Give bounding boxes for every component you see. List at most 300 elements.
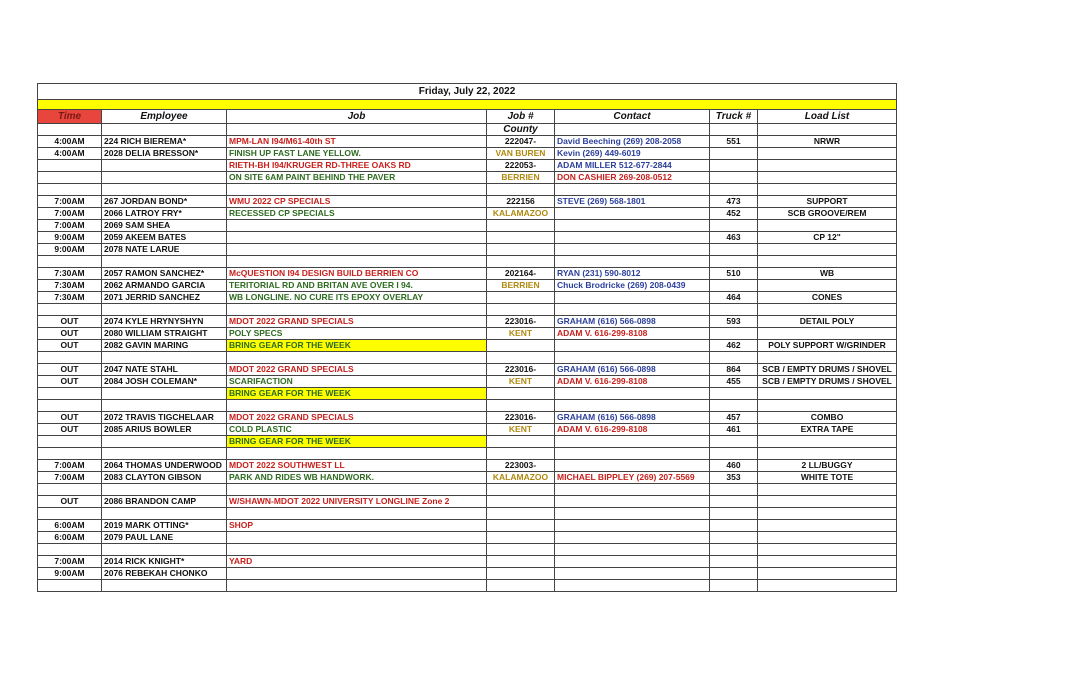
employee-cell: 224 RICH BIEREMA* [102, 136, 227, 148]
time-cell: 7:00AM [38, 220, 102, 232]
employee-cell: 2085 ARIUS BOWLER [102, 424, 227, 436]
load-list-cell [758, 544, 897, 556]
job-cell: RIETH-BH I94/KRUGER RD-THREE OAKS RD [227, 160, 487, 172]
time-cell: 7:00AM [38, 472, 102, 484]
job-cell: TERITORIAL RD AND BRITAN AVE OVER I 94. [227, 280, 487, 292]
job-number-cell [487, 256, 555, 268]
job-cell [227, 244, 487, 256]
job-cell [227, 304, 487, 316]
job-number-cell: BERRIEN [487, 172, 555, 184]
load-list-cell: SCB GROOVE/REM [758, 208, 897, 220]
load-list-cell [758, 496, 897, 508]
job-cell: SCARIFACTION [227, 376, 487, 388]
truck-cell [710, 496, 758, 508]
job-cell [227, 232, 487, 244]
job-cell [227, 256, 487, 268]
table-row [38, 436, 897, 448]
table-row [38, 364, 897, 376]
contact-cell: MICHAEL BIPPLEY (269) 207-5569 [555, 472, 710, 484]
job-cell: WB LONGLINE. NO CURE ITS EPOXY OVERLAY [227, 292, 487, 304]
truck-cell [710, 520, 758, 532]
load-list-cell [758, 556, 897, 568]
truck-cell [710, 352, 758, 364]
schedule-rows [38, 136, 897, 592]
load-list-cell [758, 484, 897, 496]
table-row [38, 160, 897, 172]
time-cell: 4:00AM [38, 148, 102, 160]
job-number-cell [487, 244, 555, 256]
contact-cell [555, 220, 710, 232]
contact-cell: David Beeching (269) 208-2058 [555, 136, 710, 148]
employee-cell: 2072 TRAVIS TIGCHELAAR [102, 412, 227, 424]
time-cell [38, 484, 102, 496]
job-number-cell [487, 496, 555, 508]
employee-cell: 2047 NATE STAHL [102, 364, 227, 376]
employee-cell [102, 304, 227, 316]
spacer-row [38, 352, 897, 364]
table-row [38, 376, 897, 388]
load-list-cell: EXTRA TAPE [758, 424, 897, 436]
time-cell: 7:00AM [38, 556, 102, 568]
job-cell: MPM-LAN I94/M61-40th ST [227, 136, 487, 148]
employee-cell: 2014 RICK KNIGHT* [102, 556, 227, 568]
time-cell: 7:30AM [38, 292, 102, 304]
job-cell: FINISH UP FAST LANE YELLOW. [227, 148, 487, 160]
time-cell: OUT [38, 424, 102, 436]
contact-cell [555, 484, 710, 496]
job-cell: POLY SPECS [227, 328, 487, 340]
employee-cell [102, 400, 227, 412]
spacer-row [38, 304, 897, 316]
contact-cell: ADAM V. 616-299-8108 [555, 328, 710, 340]
schedule-title: Friday, July 22, 2022 [38, 84, 897, 100]
time-cell: 9:00AM [38, 232, 102, 244]
load-list-cell [758, 184, 897, 196]
job-cell: COLD PLASTIC [227, 424, 487, 436]
time-cell: OUT [38, 364, 102, 376]
employee-cell: 2080 WILLIAM STRAIGHT [102, 328, 227, 340]
truck-cell [710, 532, 758, 544]
contact-cell: ADAM V. 616-299-8108 [555, 424, 710, 436]
employee-cell: 2019 MARK OTTING* [102, 520, 227, 532]
table-row [38, 136, 897, 148]
truck-cell [710, 172, 758, 184]
load-list-cell [758, 304, 897, 316]
truck-cell [710, 436, 758, 448]
load-list-cell: WB [758, 268, 897, 280]
time-cell: 6:00AM [38, 532, 102, 544]
table-row [38, 460, 897, 472]
table-row [38, 496, 897, 508]
job-cell: PARK AND RIDES WB HANDWORK. [227, 472, 487, 484]
job-cell: MDOT 2022 GRAND SPECIALS [227, 412, 487, 424]
load-list-cell [758, 280, 897, 292]
spacer-row [38, 448, 897, 460]
truck-cell [710, 508, 758, 520]
load-list-cell [758, 580, 897, 592]
job-number-cell: 222156 [487, 196, 555, 208]
employee-cell: 2071 JERRID SANCHEZ [102, 292, 227, 304]
load-list-cell [758, 568, 897, 580]
employee-cell [102, 184, 227, 196]
job-number-cell [487, 448, 555, 460]
job-number-cell [487, 388, 555, 400]
employee-cell: 2082 GAVIN MARING [102, 340, 227, 352]
time-cell: 6:00AM [38, 520, 102, 532]
job-number-cell [487, 484, 555, 496]
load-list-cell [758, 220, 897, 232]
header-row [38, 110, 897, 124]
job-number-cell [487, 436, 555, 448]
header-job-num: Job # [487, 110, 555, 124]
time-cell [38, 400, 102, 412]
time-cell [38, 508, 102, 520]
table-row [38, 280, 897, 292]
time-cell [38, 352, 102, 364]
header-time: Time [38, 110, 102, 124]
truck-cell [710, 280, 758, 292]
contact-cell [555, 448, 710, 460]
employee-cell [102, 580, 227, 592]
job-cell: W/SHAWN-MDOT 2022 UNIVERSITY LONGLINE Zone 2 [227, 496, 487, 508]
table-row [38, 172, 897, 184]
truck-cell: 510 [710, 268, 758, 280]
job-number-cell: KENT [487, 376, 555, 388]
contact-cell: ADAM MILLER 512-677-2844 [555, 160, 710, 172]
time-cell: 9:00AM [38, 244, 102, 256]
table-row [38, 208, 897, 220]
employee-cell [102, 448, 227, 460]
header-employee: Employee [102, 110, 227, 124]
truck-cell [710, 580, 758, 592]
contact-cell: STEVE (269) 568-1801 [555, 196, 710, 208]
job-cell: McQUESTION I94 DESIGN BUILD BERRIEN CO [227, 268, 487, 280]
load-list-cell [758, 172, 897, 184]
table-row [38, 472, 897, 484]
table-row [38, 520, 897, 532]
job-cell [227, 544, 487, 556]
employee-cell [102, 352, 227, 364]
employee-cell: 2066 LATROY FRY* [102, 208, 227, 220]
job-cell: YARD [227, 556, 487, 568]
time-cell: 7:30AM [38, 268, 102, 280]
contact-cell [555, 244, 710, 256]
job-number-cell [487, 304, 555, 316]
truck-cell [710, 544, 758, 556]
spacer-row [38, 508, 897, 520]
truck-cell: 463 [710, 232, 758, 244]
time-cell: OUT [38, 340, 102, 352]
job-cell: ON SITE 6AM PAINT BEHIND THE PAVER [227, 172, 487, 184]
employee-cell: 2084 JOSH COLEMAN* [102, 376, 227, 388]
time-cell: 7:00AM [38, 208, 102, 220]
job-cell: BRING GEAR FOR THE WEEK [227, 436, 487, 448]
table-row [38, 148, 897, 160]
load-list-cell [758, 160, 897, 172]
contact-cell [555, 256, 710, 268]
truck-cell: 460 [710, 460, 758, 472]
truck-cell: 864 [710, 364, 758, 376]
table-row [38, 328, 897, 340]
contact-cell: Chuck Brodricke (269) 208-0439 [555, 280, 710, 292]
table-row [38, 292, 897, 304]
job-number-cell [487, 232, 555, 244]
job-cell [227, 448, 487, 460]
contact-cell [555, 352, 710, 364]
contact-cell [555, 304, 710, 316]
job-number-cell: KALAMAZOO [487, 208, 555, 220]
job-number-cell [487, 292, 555, 304]
job-cell: BRING GEAR FOR THE WEEK [227, 340, 487, 352]
employee-cell: 2083 CLAYTON GIBSON [102, 472, 227, 484]
employee-cell: 2064 THOMAS UNDERWOOD [102, 460, 227, 472]
time-cell [38, 256, 102, 268]
truck-cell: 462 [710, 340, 758, 352]
time-cell [38, 436, 102, 448]
job-number-cell [487, 580, 555, 592]
time-cell: 7:30AM [38, 280, 102, 292]
time-cell [38, 544, 102, 556]
contact-cell [555, 400, 710, 412]
table-row [38, 340, 897, 352]
table-row [38, 244, 897, 256]
truck-cell: 473 [710, 196, 758, 208]
contact-cell [555, 568, 710, 580]
job-cell [227, 580, 487, 592]
highlight-bar [38, 100, 897, 110]
employee-cell: 2074 KYLE HRYNYSHYN [102, 316, 227, 328]
load-list-cell [758, 352, 897, 364]
time-cell [38, 388, 102, 400]
spacer-row [38, 184, 897, 196]
job-number-cell: 222047- [487, 136, 555, 148]
time-cell [38, 172, 102, 184]
time-cell: OUT [38, 316, 102, 328]
employee-cell: 2069 SAM SHEA [102, 220, 227, 232]
job-number-cell: 223003- [487, 460, 555, 472]
employee-cell [102, 508, 227, 520]
contact-cell [555, 460, 710, 472]
job-number-cell [487, 352, 555, 364]
job-number-cell: 223016- [487, 316, 555, 328]
load-list-cell: 2 LL/BUGGY [758, 460, 897, 472]
contact-cell [555, 544, 710, 556]
contact-cell: GRAHAM (616) 566-0898 [555, 412, 710, 424]
contact-cell [555, 580, 710, 592]
contact-cell [555, 556, 710, 568]
contact-cell [555, 184, 710, 196]
employee-cell [102, 544, 227, 556]
load-list-cell: WHITE TOTE [758, 472, 897, 484]
employee-cell [102, 256, 227, 268]
time-cell [38, 160, 102, 172]
table-row [38, 388, 897, 400]
employee-cell: 2079 PAUL LANE [102, 532, 227, 544]
truck-cell [710, 256, 758, 268]
contact-cell: RYAN (231) 590-8012 [555, 268, 710, 280]
employee-cell [102, 436, 227, 448]
job-cell: RECESSED CP SPECIALS [227, 208, 487, 220]
job-cell: WMU 2022 CP SPECIALS [227, 196, 487, 208]
truck-cell [710, 556, 758, 568]
contact-cell [555, 232, 710, 244]
job-cell [227, 220, 487, 232]
header-contact: Contact [555, 110, 710, 124]
load-list-cell [758, 436, 897, 448]
employee-cell: 2057 RAMON SANCHEZ* [102, 268, 227, 280]
contact-cell: ADAM V. 616-299-8108 [555, 376, 710, 388]
load-list-cell: SCB / EMPTY DRUMS / SHOVEL [758, 376, 897, 388]
job-cell [227, 400, 487, 412]
contact-cell [555, 508, 710, 520]
job-number-cell [487, 568, 555, 580]
job-number-cell: VAN BUREN [487, 148, 555, 160]
job-cell: MDOT 2022 SOUTHWEST LL [227, 460, 487, 472]
job-number-cell [487, 520, 555, 532]
contact-cell [555, 208, 710, 220]
contact-cell [555, 532, 710, 544]
employee-cell [102, 388, 227, 400]
time-cell: 4:00AM [38, 136, 102, 148]
load-list-cell [758, 508, 897, 520]
employee-cell: 2078 NATE LARUE [102, 244, 227, 256]
load-list-cell: SCB / EMPTY DRUMS / SHOVEL [758, 364, 897, 376]
job-number-cell [487, 184, 555, 196]
table-row [38, 268, 897, 280]
time-cell: OUT [38, 328, 102, 340]
time-cell [38, 184, 102, 196]
truck-cell [710, 184, 758, 196]
time-cell: OUT [38, 376, 102, 388]
table-row [38, 424, 897, 436]
job-number-cell [487, 556, 555, 568]
table-row [38, 568, 897, 580]
spacer-row [38, 580, 897, 592]
job-number-cell: 223016- [487, 412, 555, 424]
load-list-cell: CP 12" [758, 232, 897, 244]
table-row [38, 232, 897, 244]
job-number-cell: KALAMAZOO [487, 472, 555, 484]
truck-cell: 593 [710, 316, 758, 328]
employee-cell: 2028 DELIA BRESSON* [102, 148, 227, 160]
load-list-cell: POLY SUPPORT W/GRINDER [758, 340, 897, 352]
truck-cell [710, 148, 758, 160]
truck-cell [710, 160, 758, 172]
truck-cell [710, 328, 758, 340]
spacer-row [38, 400, 897, 412]
employee-cell: 2062 ARMANDO GARCIA [102, 280, 227, 292]
truck-cell: 452 [710, 208, 758, 220]
job-number-cell: KENT [487, 424, 555, 436]
table-row [38, 532, 897, 544]
job-cell: SHOP [227, 520, 487, 532]
truck-cell: 551 [710, 136, 758, 148]
job-cell [227, 532, 487, 544]
load-list-cell: CONES [758, 292, 897, 304]
load-list-cell [758, 328, 897, 340]
job-cell: BRING GEAR FOR THE WEEK [227, 388, 487, 400]
table-row [38, 316, 897, 328]
load-list-cell: DETAIL POLY [758, 316, 897, 328]
load-list-cell [758, 388, 897, 400]
job-cell: MDOT 2022 GRAND SPECIALS [227, 316, 487, 328]
header-load-list: Load List [758, 110, 897, 124]
load-list-cell: NRWR [758, 136, 897, 148]
time-cell: 7:00AM [38, 460, 102, 472]
time-cell [38, 448, 102, 460]
table-row [38, 412, 897, 424]
truck-cell [710, 244, 758, 256]
truck-cell [710, 568, 758, 580]
table-row [38, 196, 897, 208]
load-list-cell [758, 400, 897, 412]
time-cell [38, 580, 102, 592]
truck-cell [710, 304, 758, 316]
job-number-cell: 222053- [487, 160, 555, 172]
truck-cell: 457 [710, 412, 758, 424]
time-cell [38, 304, 102, 316]
schedule-table [37, 83, 897, 592]
contact-cell [555, 340, 710, 352]
spacer-row [38, 256, 897, 268]
employee-cell: 2076 REBEKAH CHONKO [102, 568, 227, 580]
contact-cell: GRAHAM (616) 566-0898 [555, 364, 710, 376]
contact-cell [555, 496, 710, 508]
load-list-cell [758, 148, 897, 160]
contact-cell: DON CASHIER 269-208-0512 [555, 172, 710, 184]
table-row [38, 220, 897, 232]
employee-cell [102, 172, 227, 184]
title-row [38, 84, 897, 100]
load-list-cell: SUPPORT [758, 196, 897, 208]
job-number-cell [487, 340, 555, 352]
job-cell [227, 184, 487, 196]
subheader-row [38, 124, 897, 136]
truck-cell: 461 [710, 424, 758, 436]
spacer-row [38, 544, 897, 556]
contact-cell: GRAHAM (616) 566-0898 [555, 316, 710, 328]
truck-cell: 455 [710, 376, 758, 388]
job-number-cell: 202164- [487, 268, 555, 280]
job-number-cell: 223016- [487, 364, 555, 376]
table-row [38, 556, 897, 568]
truck-cell [710, 448, 758, 460]
truck-cell [710, 484, 758, 496]
job-number-cell [487, 220, 555, 232]
contact-cell [555, 292, 710, 304]
header-county: County [487, 124, 555, 136]
load-list-cell [758, 520, 897, 532]
employee-cell: 2086 BRANDON CAMP [102, 496, 227, 508]
contact-cell [555, 436, 710, 448]
truck-cell: 353 [710, 472, 758, 484]
employee-cell: 267 JORDAN BOND* [102, 196, 227, 208]
job-cell [227, 352, 487, 364]
time-cell: OUT [38, 412, 102, 424]
employee-cell [102, 484, 227, 496]
time-cell: 9:00AM [38, 568, 102, 580]
truck-cell [710, 388, 758, 400]
contact-cell: Kevin (269) 449-6019 [555, 148, 710, 160]
job-cell [227, 568, 487, 580]
load-list-cell [758, 244, 897, 256]
time-cell: OUT [38, 496, 102, 508]
employee-cell: 2059 AKEEM BATES [102, 232, 227, 244]
job-cell [227, 484, 487, 496]
header-job: Job [227, 110, 487, 124]
job-number-cell: BERRIEN [487, 280, 555, 292]
contact-cell [555, 520, 710, 532]
